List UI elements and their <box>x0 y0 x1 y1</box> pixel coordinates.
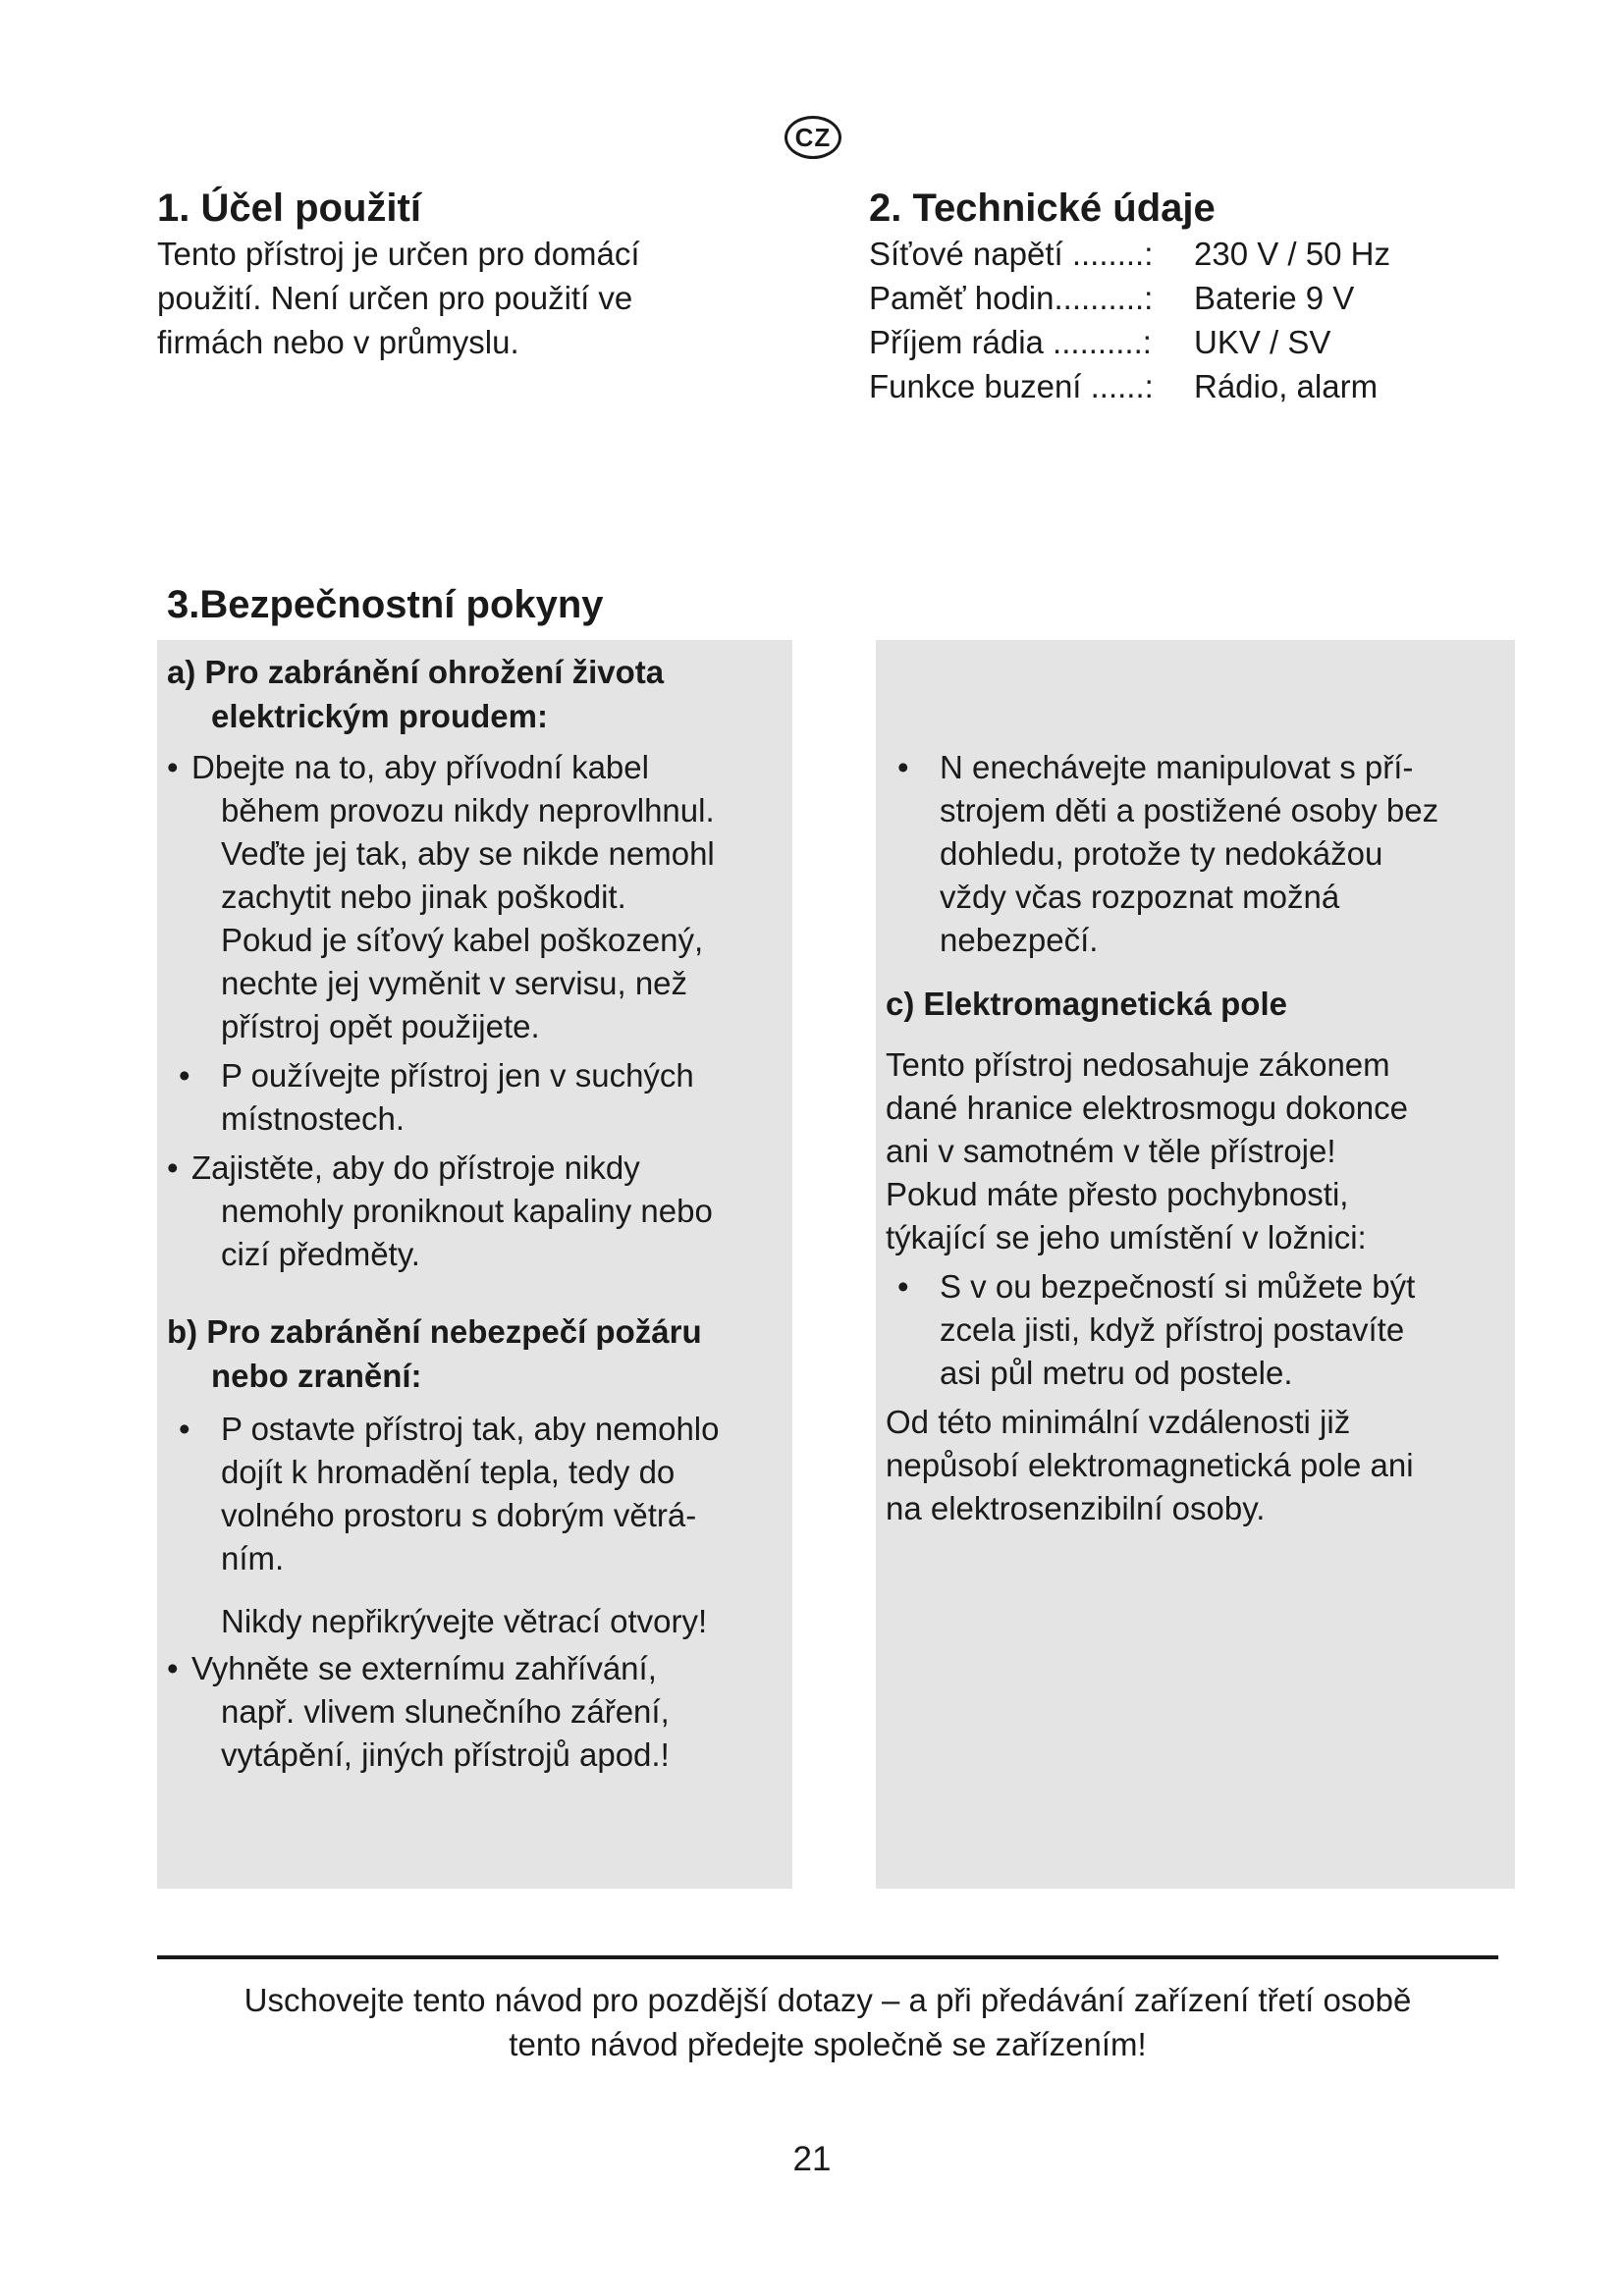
bullet-line: přístroj opět použijete. <box>221 1008 540 1044</box>
purpose-title: 1. Účel použití <box>157 187 421 230</box>
safety-right-content <box>886 746 1514 1530</box>
paragraph-line: Pokud máte přesto pochybnosti, <box>886 1176 1349 1212</box>
bullet-dot-icon: • <box>167 1650 179 1686</box>
bullet-line: nechte jej vyměnit v servisu, než <box>221 965 688 1001</box>
bullet-line: během provozu nikdy neprovlhnul. <box>221 792 715 828</box>
bullet-line: asi půl metru od postele. <box>940 1355 1293 1391</box>
bullet-item <box>886 746 1514 962</box>
subsection-c-heading: c) Elektromagnetická pole <box>886 986 1287 1022</box>
subsection-b-heading-line: b) Pro zabránění nebezpečí požáru <box>167 1313 702 1350</box>
paragraph-line: Od této minimální vzdálenosti již <box>886 1404 1351 1440</box>
em-distance-paragraph <box>886 1401 1514 1530</box>
bullet-line: volného prostoru s dobrým větrá- <box>221 1497 697 1533</box>
paragraph-line: týkající se jeho umístění v ložnici: <box>886 1219 1367 1255</box>
bullet-dot-icon: • <box>167 1149 179 1186</box>
bullet-line: místnostech. <box>221 1100 406 1137</box>
bullet-line: vždy včas rozpoznat možná <box>940 879 1340 915</box>
spec-value: Rádio, alarm <box>1194 368 1379 404</box>
bullet-line: vytápění, jiných přístrojů apod.! <box>221 1736 670 1773</box>
spec-value: Baterie 9 V <box>1194 280 1355 316</box>
bullet-line: cizí předměty. <box>221 1236 420 1272</box>
bullet-line: strojem děti a postižené osoby bez <box>940 792 1439 828</box>
bullet-line: dojít k hromadění tepla, tedy do <box>221 1454 676 1490</box>
bullet-line: P ostavte přístroj tak, aby nemohlo <box>221 1411 720 1447</box>
ventilation-note: Nikdy nepřikrývejte větrací otvory! <box>221 1603 708 1639</box>
bullet-line: Veďte jej tak, aby se nikde nemohl <box>221 835 715 872</box>
bullet-line: S v ou bezpečností si můžete být <box>940 1268 1416 1305</box>
bullet-item <box>167 1054 795 1141</box>
paragraph-line: dané hranice elektrosmogu dokonce <box>886 1090 1409 1126</box>
bullet-dot-icon: • <box>179 1411 190 1447</box>
bullet-line: ním. <box>221 1540 285 1576</box>
safety-box-right <box>876 640 1515 1889</box>
paragraph-line: ani v samotném v těle přístroje! <box>886 1133 1336 1169</box>
spec-value: 230 V / 50 Hz <box>1194 236 1390 272</box>
bullet-item <box>886 1265 1514 1395</box>
bullet-dot-icon: • <box>167 749 179 785</box>
paragraph-line: nepůsobí elektromagnetická pole ani <box>886 1447 1414 1483</box>
technical-title: 2. Technické údaje <box>869 187 1216 230</box>
bullet-line: dohledu, protože ty nedokážou <box>940 835 1383 872</box>
subsection-a-heading <box>167 650 795 738</box>
footer-line: Uschovejte tento návod pro pozdější dotazy – a při předávání zařízení třetí osobě <box>244 1982 1412 2018</box>
spec-label: Funkce buzení ......: <box>869 368 1154 404</box>
bullet-line: Dbejte na to, aby přívodní kabel <box>191 749 649 785</box>
bullet-line: nebezpečí. <box>940 922 1099 958</box>
bullet-line: např. vlivem slunečního záření, <box>221 1693 670 1730</box>
footer-line: tento návod předejte společně se zařízením! <box>509 2026 1147 2062</box>
language-badge <box>785 116 841 159</box>
footer-divider <box>157 1955 1498 1959</box>
subsection-b-heading-line: nebo zranění: <box>211 1358 422 1394</box>
spec-row <box>869 232 1517 276</box>
em-field-paragraph <box>886 1043 1514 1259</box>
bullet-line: N enechávejte manipulovat s pří- <box>940 749 1414 785</box>
spec-label: Příjem rádia ..........: <box>869 324 1152 360</box>
purpose-text <box>157 232 766 364</box>
spec-row <box>869 364 1517 408</box>
bullet-line: P oužívejte přístroj jen v suchých <box>221 1057 694 1094</box>
purpose-line: použití. Není určen pro použití ve <box>157 280 633 316</box>
paragraph-line: na elektrosenzibilní osoby. <box>886 1490 1266 1526</box>
purpose-section <box>157 185 766 364</box>
bullet-line: zcela jisti, když přístroj postavíte <box>940 1311 1405 1348</box>
bullet-line: nemohly proniknout kapaliny nebo <box>221 1193 713 1229</box>
purpose-line: firmách nebo v průmyslu. <box>157 324 519 360</box>
page-number: 21 <box>792 2140 832 2178</box>
bullet-dot-icon: • <box>897 1268 909 1305</box>
safety-left-content <box>167 650 795 1777</box>
paragraph-line: Tento přístroj nedosahuje zákonem <box>886 1046 1390 1083</box>
purpose-line: Tento přístroj je určen pro domácí <box>157 236 640 272</box>
bullet-item <box>167 1647 795 1777</box>
bullet-item <box>167 1147 795 1276</box>
safety-box-left <box>157 640 792 1889</box>
bullet-item <box>167 746 795 1048</box>
footer-note <box>157 1978 1498 2066</box>
spec-label: Síťové napětí ........: <box>869 236 1154 272</box>
bullet-item <box>167 1408 795 1580</box>
spec-value: UKV / SV <box>1194 324 1331 360</box>
language-code: CZ <box>794 122 832 152</box>
subsection-a-heading-line: elektrickým proudem: <box>211 698 548 734</box>
spec-row <box>869 276 1517 320</box>
bullet-line: zachytit nebo jinak poškodit. <box>221 879 626 915</box>
bullet-line: Zajistěte, aby do přístroje nikdy <box>191 1149 640 1186</box>
bullet-line: Pokud je síťový kabel poškozený, <box>221 922 704 958</box>
bullet-dot-icon: • <box>179 1057 190 1094</box>
bullet-line: Vyhněte se externímu zahřívání, <box>191 1650 657 1686</box>
safety-title: 3.Bezpečnostní pokyny <box>167 583 604 626</box>
spec-label: Paměť hodin..........: <box>869 280 1154 316</box>
subsection-a-heading-line: a) Pro zabránění ohrožení života <box>167 654 665 690</box>
bullet-dot-icon: • <box>897 749 909 785</box>
technical-section <box>869 185 1517 408</box>
subsection-b-heading <box>167 1309 795 1398</box>
spec-row <box>869 320 1517 364</box>
